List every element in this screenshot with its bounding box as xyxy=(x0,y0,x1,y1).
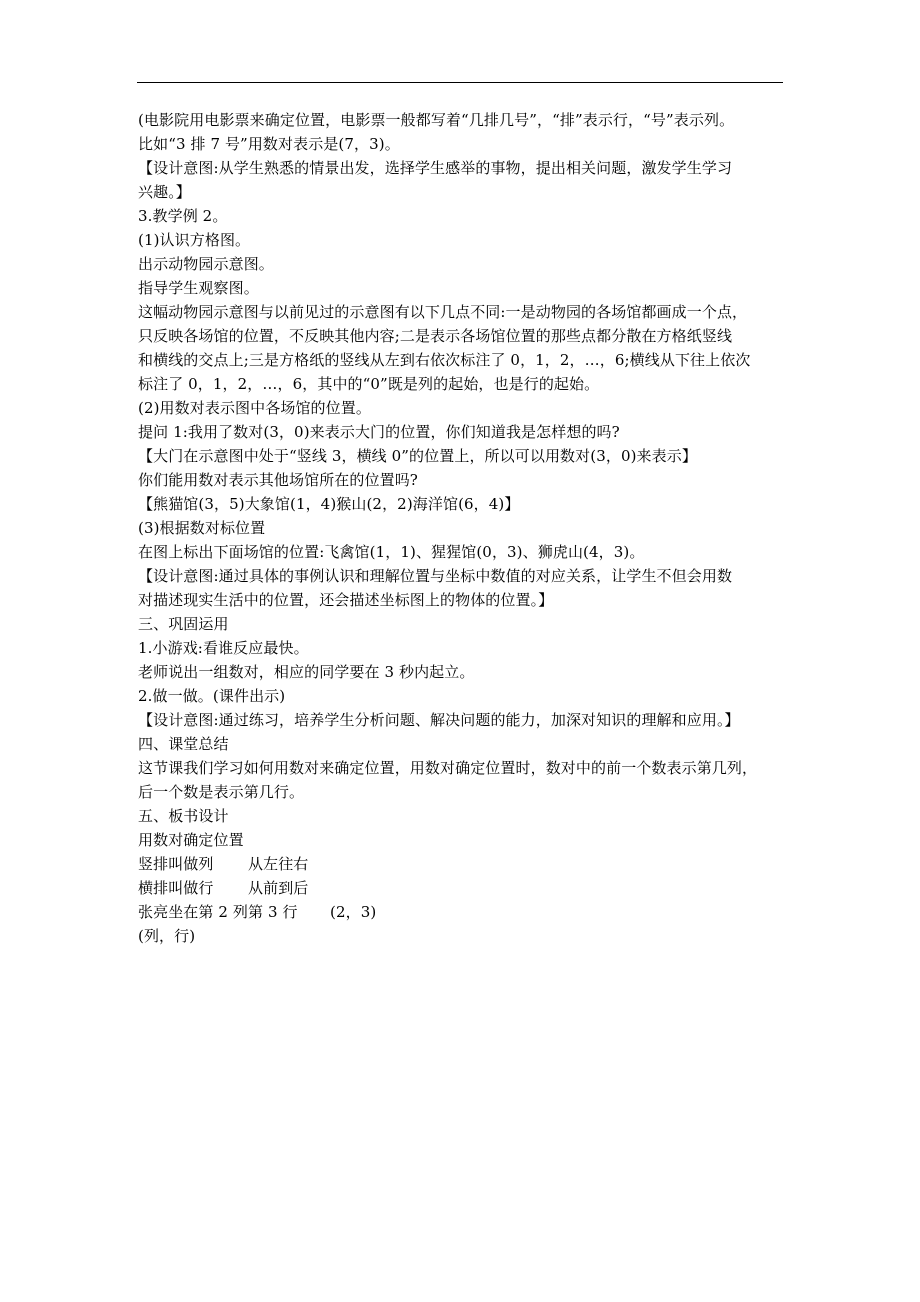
board-example-right: (2，3) xyxy=(330,903,377,921)
text-line: 1.小游戏:看谁反应最快。 xyxy=(138,639,309,657)
text-line: 标注了 0，1，2，…，6，其中的“0”既是列的起始，也是行的起始。 xyxy=(138,375,600,393)
text-line: 你们能用数对表示其他场馆所在的位置吗? xyxy=(138,471,418,489)
board-row-left: 竖排叫做列 xyxy=(138,855,214,873)
text-line: (2)用数对表示图中各场馆的位置。 xyxy=(138,399,371,417)
text-line: 对描述现实生活中的位置，还会描述坐标图上的物体的位置。】 xyxy=(138,591,554,609)
board-row-right: 从前到后 xyxy=(248,879,309,897)
text-line: 出示动物园示意图。 xyxy=(138,255,274,273)
board-row-left: 横排叫做行 xyxy=(138,879,214,897)
text-line: 比如“3 排 7 号”用数对表示是(7，3)。 xyxy=(138,135,400,153)
section-heading: 四、课堂总结 xyxy=(138,735,229,753)
text-line: 【设计意图:通过练习，培养学生分析问题、解决问题的能力，加深对知识的理解和应用。】 xyxy=(138,711,740,729)
text-line: 提问 1:我用了数对(3，0)来表示大门的位置，你们知道我是怎样想的吗? xyxy=(138,423,620,441)
text-line: 和横线的交点上;三是方格纸的竖线从左到右依次标注了 0，1，2，…，6;横线从下往上依次 xyxy=(138,351,751,369)
text-line: (3)根据数对标位置 xyxy=(138,519,266,537)
text-line: 3.教学例 2。 xyxy=(138,207,228,225)
text-line: (电影院用电影票来确定位置，电影票一般都写着“几排几号”，“排”表示行，“号”表示列。 xyxy=(138,111,735,129)
board-row-right: 从左往右 xyxy=(248,855,309,873)
document-body xyxy=(138,108,798,948)
text-line: 【熊猫馆(3，5)大象馆(1，4)猴山(2，2)海洋馆(6，4)】 xyxy=(138,495,520,513)
text-line: 【设计意图:通过具体的事例认识和理解位置与坐标中数值的对应关系，让学生不但会用数 xyxy=(138,567,733,585)
text-line: 这幅动物园示意图与以前见过的示意图有以下几点不同:一是动物园的各场馆都画成一个点， xyxy=(138,303,748,321)
board-row xyxy=(138,876,798,900)
text-line: 兴趣。】 xyxy=(138,183,191,201)
section-heading: 五、板书设计 xyxy=(138,807,229,825)
text-line: 2.做一做。(课件出示) xyxy=(138,687,286,705)
text-line: 这节课我们学习如何用数对来确定位置，用数对确定位置时，数对中的前一个数表示第几列， xyxy=(138,759,758,777)
text-line: 只反映各场馆的位置，不反映其他内容;二是表示各场馆位置的那些点都分散在方格纸竖线 xyxy=(138,327,733,345)
text-line: 【大门在示意图中处于“竖线 3，横线 0”的位置上，所以可以用数对(3，0)来表示】 xyxy=(138,447,697,465)
text-line: 指导学生观察图。 xyxy=(138,279,259,297)
board-note: (列，行) xyxy=(138,927,196,945)
text-line: 老师说出一组数对，相应的同学要在 3 秒内起立。 xyxy=(138,663,475,681)
text-line: 【设计意图:从学生熟悉的情景出发，选择学生感举的事物，提出相关问题，激发学生学习 xyxy=(138,159,733,177)
board-example xyxy=(138,900,798,924)
header-rule xyxy=(137,82,783,83)
board-title: 用数对确定位置 xyxy=(138,831,244,849)
board-example-left: 张亮坐在第 2 列第 3 行 xyxy=(138,903,298,921)
text-line: 在图上标出下面场馆的位置:飞禽馆(1，1)、猩猩馆(0，3)、狮虎山(4，3)。 xyxy=(138,543,645,561)
text-line: (1)认识方格图。 xyxy=(138,231,251,249)
section-heading: 三、巩固运用 xyxy=(138,615,229,633)
text-line: 后一个数是表示第几行。 xyxy=(138,783,305,801)
board-row xyxy=(138,852,798,876)
